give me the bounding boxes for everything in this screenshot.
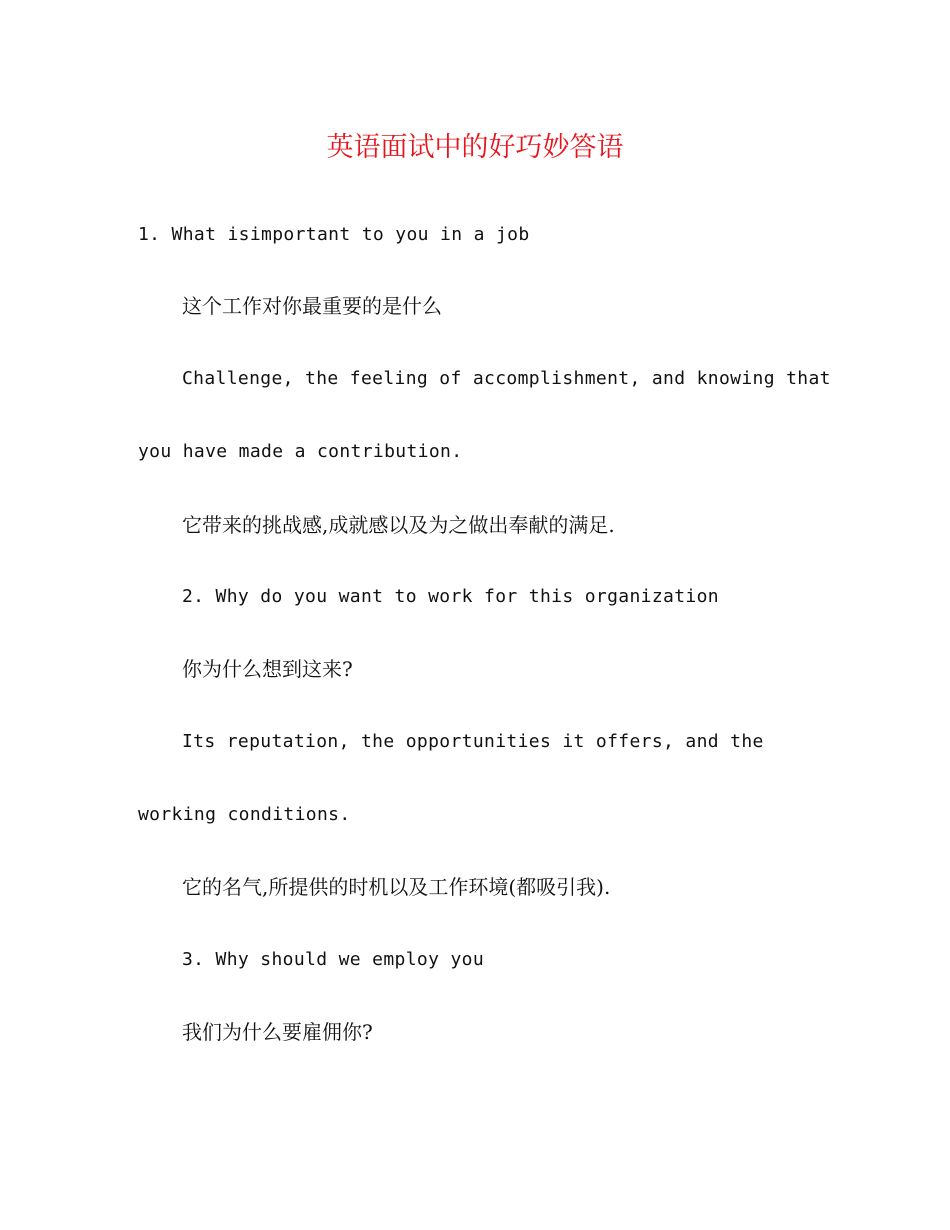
answer-2-line-2: working conditions.	[138, 804, 351, 825]
answer-2-line-1: Its reputation, the opportunities it offers, and the	[182, 731, 764, 752]
question-3-translation: 我们为什么要雇佣你?	[182, 1020, 373, 1044]
question-1: 1. What isimportant to you in a job	[138, 224, 530, 245]
answer-1-line-2: you have made a contribution.	[138, 441, 463, 462]
question-2-translation: 你为什么想到这来?	[182, 657, 353, 681]
document-title: 英语面试中的好巧妙答语	[326, 132, 624, 163]
answer-2-translation: 它的名气,所提供的时机以及工作环境(都吸引我).	[182, 875, 611, 899]
answer-1-line-1: Challenge, the feeling of accomplishment, and knowing that	[182, 368, 831, 389]
answer-1-translation: 它带来的挑战感,成就感以及为之做出奉献的满足.	[182, 513, 615, 537]
question-2: 2. Why do you want to work for this organization	[182, 586, 719, 607]
question-1-translation: 这个工作对你最重要的是什么	[182, 294, 442, 318]
question-3: 3. Why should we employ you	[182, 949, 485, 970]
